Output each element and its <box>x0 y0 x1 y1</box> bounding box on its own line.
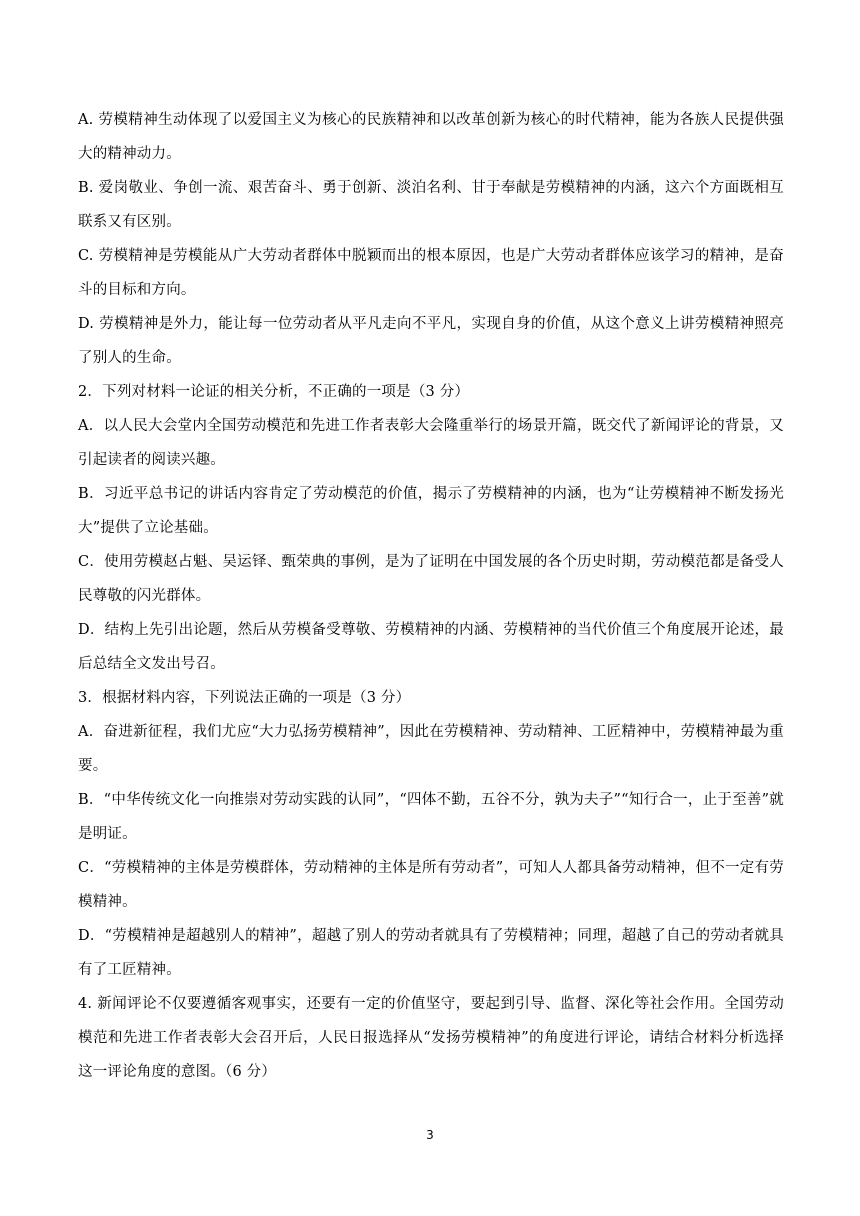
question-4: 4. 新闻评论不仅要遵循客观事实，还要有一定的价值坚守，要起到引导、监督、深化等社会作用。全国劳动模范和先进工作者表彰大会召开后，人民日报选择从“发扬劳模精神”的角度进行评论，请结合材料分析选择这一评论角度的意图。（6 分） <box>78 996 784 1080</box>
document-body <box>78 103 784 1089</box>
option-d-q1: D. 劳模精神是外力，能让每一位劳动者从平凡走向不平凡，实现自身的价值，从这个意义上讲劳模精神照亮了别人的生命。 <box>78 316 784 366</box>
option-a-q3: A．奋进新征程，我们尤应“大力弘扬劳模精神”，因此在劳模精神、劳动精神、工匠精神中，劳模精神最为重要。 <box>78 724 784 774</box>
option-c-q2: C．使用劳模赵占魁、吴运铎、甄荣典的事例，是为了证明在中国发展的各个历史时期，劳动模范都是备受人民尊敬的闪光群体。 <box>78 554 784 604</box>
option-a-q2: A．以人民大会堂内全国劳动模范和先进工作者表彰大会隆重举行的场景开篇，既交代了新闻评论的背景，又引起读者的阅读兴趣。 <box>78 418 784 468</box>
option-a-q1: A. 劳模精神生动体现了以爱国主义为核心的民族精神和以改革创新为核心的时代精神，能为各族人民提供强大的精神动力。 <box>78 112 784 162</box>
question-2: 2．下列对材料一论证的相关分析，不正确的一项是（3 分） <box>78 384 470 400</box>
option-d-q3: D．“劳模精神是超越别人的精神”，超越了别人的劳动者就具有了劳模精神；同理，超越了自己的劳动者就具有了工匠精神。 <box>78 928 784 978</box>
option-b-q1: B. 爱岗敬业、争创一流、艰苦奋斗、勇于创新、淡泊名利、甘于奉献是劳模精神的内涵，这六个方面既相互联系又有区别。 <box>78 180 784 230</box>
option-c-q3: C．“劳模精神的主体是劳模群体，劳动精神的主体是所有劳动者”，可知人人都具备劳动精神，但不一定有劳模精神。 <box>78 860 784 910</box>
page-number: 3 <box>426 1128 434 1142</box>
question-3: 3．根据材料内容，下列说法正确的一项是（3 分） <box>78 690 411 706</box>
option-b-q2: B．习近平总书记的讲话内容肯定了劳动模范的价值，揭示了劳模精神的内涵，也为“让劳模精神不断发扬光大”提供了立论基础。 <box>78 486 784 536</box>
option-b-q3: B．“中华传统文化一向推崇对劳动实践的认同”，“四体不勤，五谷不分，孰为夫子”“知行合一，止于至善”就是明证。 <box>78 792 784 842</box>
option-d-q2: D．结构上先引出论题，然后从劳模备受尊敬、劳模精神的内涵、劳模精神的当代价值三个角度展开论述，最后总结全文发出号召。 <box>78 622 784 672</box>
option-c-q1: C. 劳模精神是劳模能从广大劳动者群体中脱颖而出的根本原因，也是广大劳动者群体应该学习的精神，是奋斗的目标和方向。 <box>78 248 784 298</box>
